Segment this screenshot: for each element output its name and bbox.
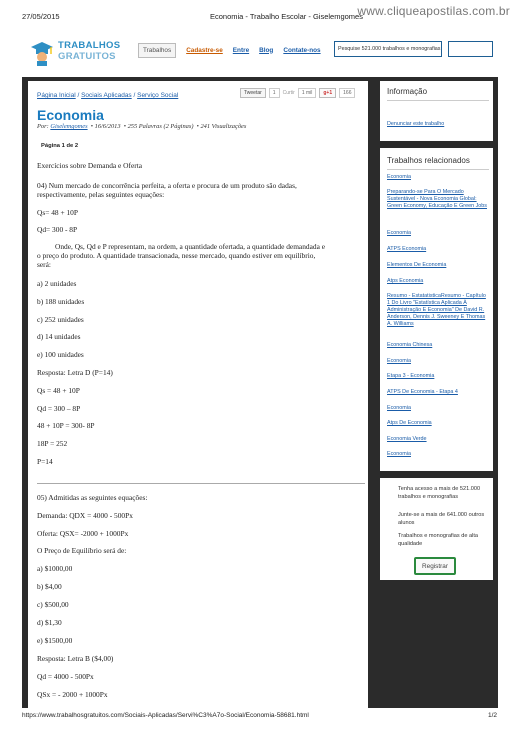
article-meta: Por: Giselemgomes • 16/6/2013 • 255 Palavras (2 Páginas) • 241 Visualizações	[37, 123, 247, 130]
sidebar-info-title: Informação	[387, 87, 428, 96]
by-label: Por:	[37, 123, 49, 130]
print-doc-title: Economia - Trabalho Escolar - Giselemgomes	[210, 12, 363, 21]
page-indicator: Página 1 de 2	[41, 143, 79, 149]
print-url: https://www.trabalhosgratuitos.com/Sociais-Aplicadas/Servi%C3%A7o-Social/Economia-58681.html	[22, 712, 309, 719]
nav-tab-trabalhos[interactable]: Trabalhos	[138, 43, 176, 58]
body-line: d) 14 unidades	[37, 332, 81, 341]
body-line: Demanda: QDX = 4000 - 500Px	[37, 511, 133, 520]
related-link[interactable]: Atps De Economia	[387, 420, 432, 426]
breadcrumb-home[interactable]: Página Inicial	[37, 92, 76, 99]
search-input[interactable]: Pesquise 521.000 trabalhos e monografias	[334, 41, 442, 57]
promo-text: Junte-se a mais de 641.000 outros alunos	[398, 512, 485, 526]
nav-link-blog[interactable]: Blog	[259, 46, 274, 54]
body-line: a) $1000,00	[37, 564, 73, 573]
breadcrumb-subcategory[interactable]: Serviço Social	[137, 92, 179, 99]
related-link[interactable]: Economia	[387, 174, 411, 180]
print-page-number: 1/2	[488, 712, 498, 719]
report-link[interactable]: Denunciar este trabalho	[387, 121, 445, 127]
divider	[387, 169, 489, 170]
related-link[interactable]: ATPS De Economia - Etapa 4	[387, 389, 458, 395]
divider	[37, 483, 365, 484]
body-line: Qs = 48 + 10P	[37, 386, 80, 395]
like-button[interactable]: Curtir	[282, 90, 295, 96]
body-line: b) 188 unidades	[37, 297, 85, 306]
graduation-cap-icon	[30, 40, 54, 66]
print-date: 27/05/2015	[22, 12, 60, 21]
breadcrumb: Página Inicial / Sociais Aplicadas / Serviço Social	[37, 92, 179, 99]
social-bar	[240, 88, 355, 98]
body-line: 18P = 252	[37, 439, 68, 448]
body-line: será:	[37, 260, 51, 269]
nav-link-entre[interactable]: Entre	[232, 46, 250, 54]
logo-line-1: TRABALHOS	[58, 40, 121, 51]
watermark: www.cliqueapostilas.com.br	[357, 4, 510, 18]
body-line: Qs= 48 + 10P	[37, 208, 78, 217]
promo-text: Tenha acesso a mais de 521.000 trabalhos e monografias	[398, 486, 481, 500]
tweet-button[interactable]: Tweetar	[240, 88, 266, 98]
logo-line-2: GRATUITOS	[58, 51, 116, 62]
related-link[interactable]: Elementos De Economia	[387, 262, 447, 268]
search-button[interactable]	[448, 41, 493, 57]
like-count: 1 mil	[298, 88, 317, 98]
promo-text: Trabalhos e monografias de alta qualidade	[398, 533, 479, 547]
site-logo[interactable]	[30, 38, 121, 68]
body-line: Qd= 300 - 8P	[37, 225, 78, 234]
body-line: 05) Admitidas as seguintes equações:	[37, 493, 148, 502]
related-link[interactable]: Etapa 3 - Economia	[387, 373, 435, 379]
body-line: Onde, Qs, Qd e P representam, na ordem, a quantidade ofertada, a quantidade demandada e	[55, 242, 325, 251]
body-line: O Preço de Equilíbrio será de:	[37, 546, 127, 555]
sidebar-related-title: Trabalhos relacionados	[387, 156, 470, 165]
word-count: 255 Palavras (2 Páginas)	[127, 123, 194, 130]
body-line: Oferta: QSX= -2000 + 1000Px	[37, 529, 129, 538]
related-link[interactable]: Economia Verde	[387, 436, 427, 442]
body-line: Qd = 300 – 8P	[37, 404, 81, 413]
register-button[interactable]: Registrar	[414, 557, 456, 575]
body-line: o preço do produto. A quantidade transacionada, nesse mercado, quando estiver em equilíbrio,	[37, 251, 316, 260]
nav-link-cadastre-se[interactable]: Cadastre-se	[186, 46, 223, 54]
breadcrumb-category[interactable]: Sociais Aplicadas	[81, 92, 132, 99]
body-line: c) $500,00	[37, 600, 69, 609]
related-link[interactable]: Economia	[387, 405, 411, 411]
body-line: P=14	[37, 457, 53, 466]
page-title: Economia	[37, 107, 104, 123]
body-line: Resposta: Letra D (P=14)	[37, 368, 113, 377]
body-line: Qd = 4000 - 500Px	[37, 672, 94, 681]
body-line: a) 2 unidades	[37, 279, 77, 288]
gplus-count: 166	[339, 88, 355, 98]
body-line: 48 + 10P = 300- 8P	[37, 421, 95, 430]
related-link[interactable]: Economia	[387, 358, 411, 364]
body-line: e) $1500,00	[37, 636, 73, 645]
body-line: QSx = - 2000 + 1000Px	[37, 690, 108, 699]
nav-link-contate-nos[interactable]: Contate-nos	[283, 46, 321, 54]
related-link[interactable]: Resumo - EstatatisticaResumo - Capítulo 1 Do Livro "Estatística Aplicada À Administração E Economia" De David R. Anderson, Dennis J. Sweeney E Thomas A. Williams	[387, 293, 486, 327]
body-line: b) $4,00	[37, 582, 62, 591]
body-line: d) $1,30	[37, 618, 62, 627]
related-link[interactable]: Economia	[387, 451, 411, 457]
tweet-count: 1	[269, 88, 280, 98]
main-nav	[138, 42, 321, 58]
related-link[interactable]: Preparando-se Para O Mercado Sustentável - Nova Economia Global: Green Economy, Educação E Green Jobs	[387, 189, 487, 209]
related-link[interactable]: ATPS Economia	[387, 246, 427, 252]
body-line: c) 252 unidades	[37, 315, 84, 324]
view-count: 241 Visualizações	[200, 123, 247, 130]
article-date: 16/6/2013	[94, 123, 121, 130]
related-link[interactable]: Atps Economia	[387, 278, 424, 284]
body-line: respectivamente, pelas seguintes equações:	[37, 190, 165, 199]
related-link[interactable]: Economia	[387, 230, 411, 236]
related-link[interactable]: Economia Chinesa	[387, 342, 433, 348]
body-line: e) 100 unidades	[37, 350, 84, 359]
body-line: Resposta: Letra B ($4,00)	[37, 654, 114, 663]
divider	[387, 100, 489, 101]
gplus-button[interactable]: g+1	[319, 88, 336, 98]
body-line: Exercícios sobre Demanda e Oferta	[37, 161, 143, 170]
body-line: 04) Num mercado de concorrência perfeita, a oferta e procura de um produto são dadas,	[37, 181, 297, 190]
author-link[interactable]: Giselemgomes	[50, 123, 88, 130]
